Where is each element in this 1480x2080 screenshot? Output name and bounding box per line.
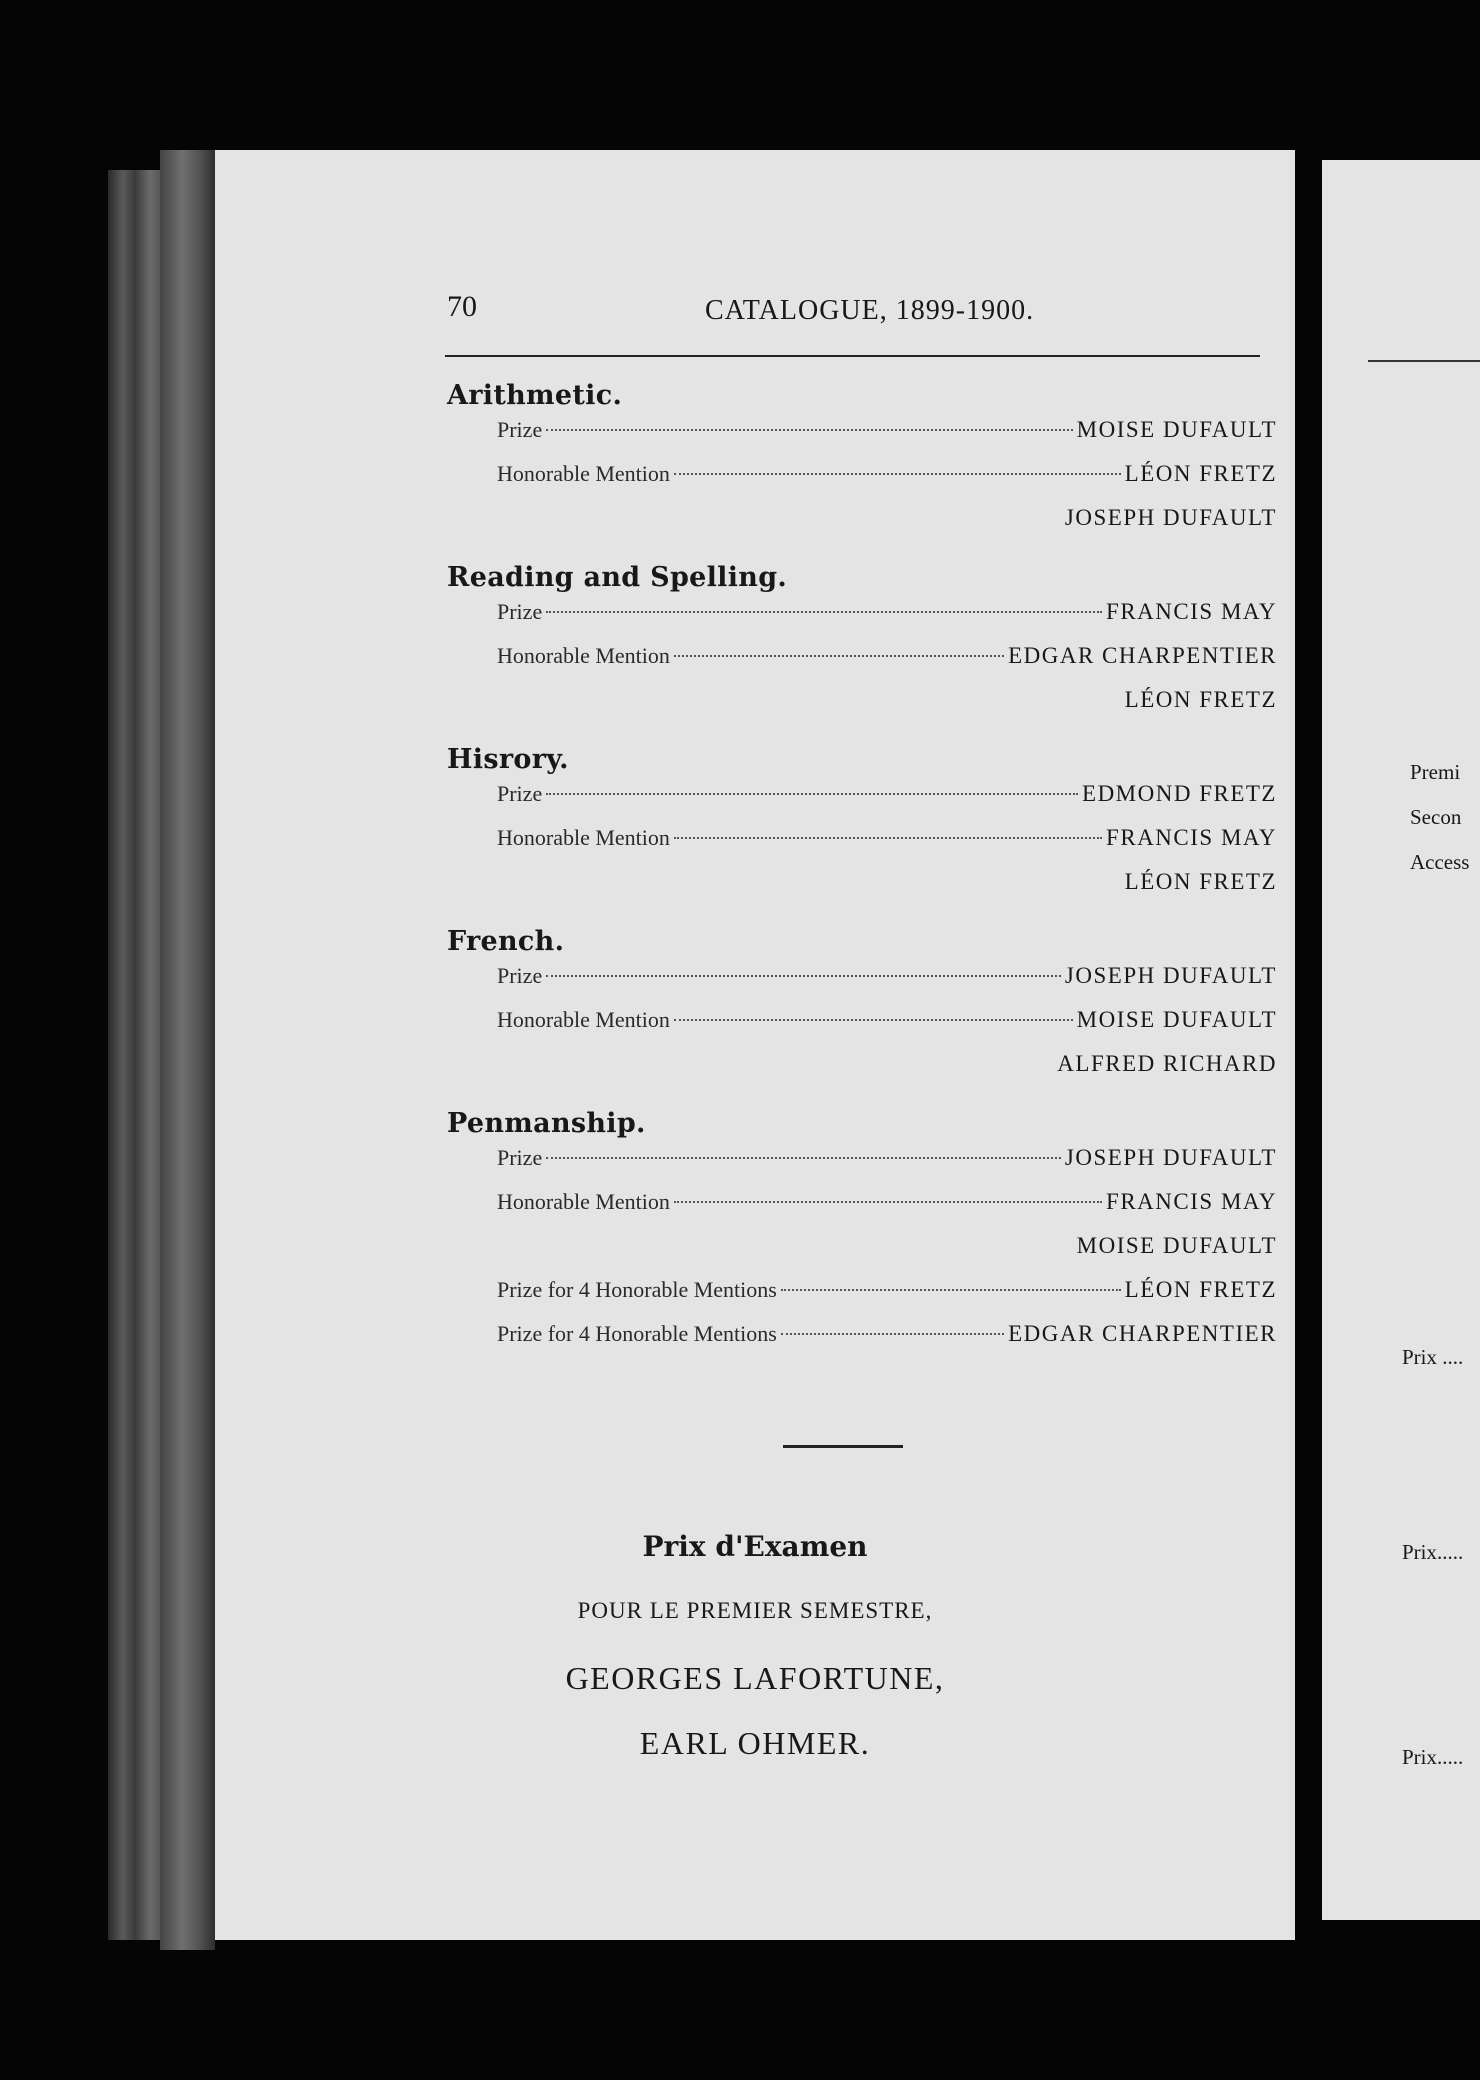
award-row xyxy=(447,417,1277,461)
award-row xyxy=(447,505,1277,549)
award-recipient: LÉON FRETZ xyxy=(1124,1277,1277,1302)
award-recipient: ALFRED RICHARD xyxy=(1057,1051,1277,1076)
leader-dots xyxy=(674,1019,1073,1021)
facing-page xyxy=(1322,160,1480,1920)
award-row xyxy=(447,869,1277,913)
section-heading: Arithmetic. xyxy=(447,380,623,411)
section-arithmetic xyxy=(447,380,1277,549)
award-row xyxy=(447,1233,1277,1277)
award-recipient: MOISE DUFAULT xyxy=(1076,1007,1277,1032)
award-label: Honorable Mention xyxy=(497,461,670,486)
award-label: Prize for 4 Honorable Mentions xyxy=(497,1321,777,1346)
award-label: Honorable Mention xyxy=(497,825,670,850)
section-heading: Penmanship. xyxy=(447,1108,646,1139)
award-recipient: JOSEPH DUFAULT xyxy=(1064,963,1277,988)
page-stack-edge-inner xyxy=(160,150,215,1950)
exam-subtitle: POUR LE PREMIER SEMESTRE, xyxy=(577,1598,933,1623)
award-label: Prize xyxy=(497,781,543,806)
award-recipient: EDGAR CHARPENTIER xyxy=(1008,643,1277,668)
exam-winner: GEORGES LAFORTUNE, xyxy=(565,1660,945,1696)
section-history xyxy=(447,744,1277,913)
page-stack-edge xyxy=(108,170,168,1940)
leader-dots xyxy=(546,975,1061,977)
section-heading: Hisrory. xyxy=(447,744,569,775)
facing-label: Secon xyxy=(1410,805,1462,829)
award-row xyxy=(447,687,1277,731)
award-label: Prize xyxy=(497,599,543,624)
award-label: Honorable Mention xyxy=(497,643,670,668)
award-label: Prize xyxy=(497,963,543,988)
facing-header-rule xyxy=(1368,360,1480,362)
section-heading: Reading and Spelling. xyxy=(447,562,788,593)
leader-dots xyxy=(674,655,1004,657)
facing-prix: Prix..... xyxy=(1402,1540,1464,1564)
leader-dots xyxy=(781,1289,1121,1291)
award-recipient: LÉON FRETZ xyxy=(1124,869,1277,894)
leader-dots xyxy=(781,1333,1004,1335)
award-label: Prize xyxy=(497,1145,543,1170)
award-row xyxy=(447,643,1277,687)
award-row xyxy=(447,1321,1277,1365)
facing-prix: Prix..... xyxy=(1402,1745,1464,1769)
award-recipient: FRANCIS MAY xyxy=(1106,599,1277,624)
award-recipient: FRANCIS MAY xyxy=(1106,825,1277,850)
award-row xyxy=(447,1277,1277,1321)
catalogue-page xyxy=(215,150,1295,1940)
award-row xyxy=(447,963,1277,1007)
header-rule xyxy=(445,355,1260,357)
exam-winner: EARL OHMER. xyxy=(639,1725,871,1761)
award-recipient: MOISE DUFAULT xyxy=(1076,417,1277,442)
exam-title: Prix d'Examen xyxy=(642,1530,868,1563)
award-row xyxy=(447,781,1277,825)
award-row xyxy=(447,825,1277,869)
section-heading: French. xyxy=(447,926,565,957)
award-recipient: EDMOND FRETZ xyxy=(1082,781,1277,806)
leader-dots xyxy=(546,793,1078,795)
page-title: CATALOGUE, 1899-1900. xyxy=(705,295,1035,326)
award-recipient: JOSEPH DUFAULT xyxy=(1064,1145,1277,1170)
award-label: Honorable Mention xyxy=(497,1007,670,1032)
award-label: Honorable Mention xyxy=(497,1189,670,1214)
leader-dots xyxy=(674,837,1102,839)
award-recipient: MOISE DUFAULT xyxy=(1076,1233,1277,1258)
award-recipient: FRANCIS MAY xyxy=(1106,1189,1277,1214)
section-penmanship xyxy=(447,1108,1277,1365)
section-french xyxy=(447,926,1277,1095)
award-row xyxy=(447,1189,1277,1233)
section-reading-spelling xyxy=(447,562,1277,731)
award-row xyxy=(447,1145,1277,1189)
award-label: Prize xyxy=(497,417,543,442)
award-recipient: LÉON FRETZ xyxy=(1124,687,1277,712)
leader-dots xyxy=(546,611,1102,613)
award-row xyxy=(447,461,1277,505)
facing-prix: Prix .... xyxy=(1402,1345,1464,1369)
award-label: Prize for 4 Honorable Mentions xyxy=(497,1277,777,1302)
award-row xyxy=(447,599,1277,643)
award-recipient: LÉON FRETZ xyxy=(1124,461,1277,486)
facing-label: Premi xyxy=(1410,760,1461,784)
award-recipient: EDGAR CHARPENTIER xyxy=(1008,1321,1277,1346)
leader-dots xyxy=(546,429,1072,431)
leader-dots xyxy=(674,473,1121,475)
section-divider xyxy=(783,1445,903,1448)
facing-label: Access xyxy=(1410,850,1470,874)
leader-dots xyxy=(546,1157,1061,1159)
award-recipient: JOSEPH DUFAULT xyxy=(1064,505,1277,530)
award-row xyxy=(447,1007,1277,1051)
leader-dots xyxy=(674,1201,1102,1203)
award-row xyxy=(447,1051,1277,1095)
page-number: 70 xyxy=(447,290,477,323)
